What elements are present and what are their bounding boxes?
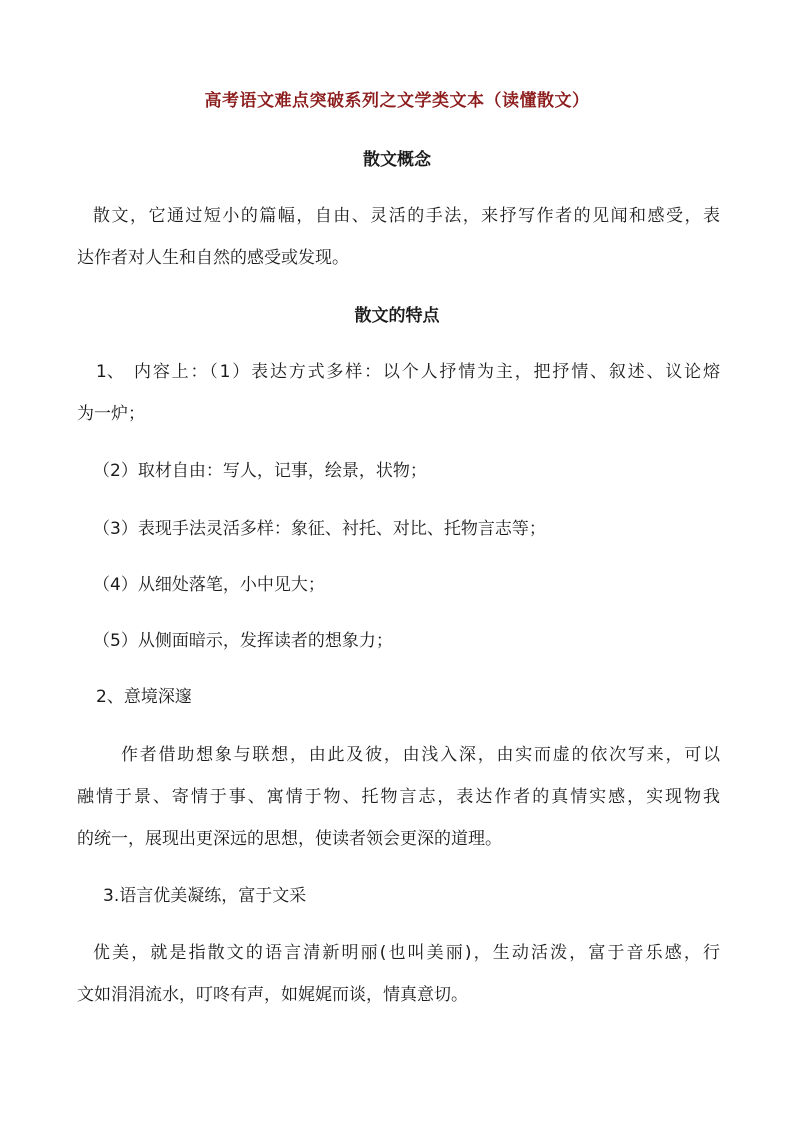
feature-sub-item-5: （5）从侧面暗示，发挥读者的想象力；: [93, 631, 393, 651]
feature-sub-item-3: （3）表现手法灵活多样：象征、衬托、对比、托物言志等；: [93, 519, 546, 539]
feature-item-2-heading: 2、意境深邃: [96, 687, 192, 707]
concept-paragraph-line-1: 散文，它通过短小的篇幅，自由、灵活的手法，来抒写作者的见闻和感受，表: [93, 206, 720, 226]
feature-item-1-number: 1、: [96, 362, 124, 382]
feature-item-1-line-1: 内容上：（1）表达方式多样：以个人抒情为主，把抒情、叙述、议论熔: [134, 362, 720, 382]
feature-item-2-line-1: 作者借助想象与联想，由此及彼，由浅入深，由实而虚的依次写来，可以: [121, 745, 720, 765]
feature-item-3-heading: 3.语言优美凝练，富于文采: [103, 886, 307, 906]
feature-sub-item-2: （2）取材自由：写人，记事，绘景，状物；: [93, 461, 427, 481]
feature-item-2-line-3: 的统一，展现出更深远的思想，使读者领会更深的道理。: [77, 829, 502, 849]
feature-item-3-line-1: 优美，就是指散文的语言清新明丽(也叫美丽)，生动活泼，富于音乐感，行: [93, 943, 720, 963]
feature-item-2-line-2: 融情于景、寄情于事、寓情于物、托物言志，表达作者的真情实感，实现物我: [77, 787, 720, 807]
concept-paragraph-line-2: 达作者对人生和自然的感受或发现。: [77, 248, 349, 268]
feature-item-1-line-2: 为一炉；: [77, 404, 145, 424]
feature-sub-item-4: （4）从细处落笔，小中见大；: [93, 575, 325, 595]
section-heading-features: 散文的特点: [354, 306, 440, 326]
feature-item-3-line-2: 文如涓涓流水，叮咚有声，如娓娓而谈，情真意切。: [77, 985, 468, 1005]
section-heading-concept: 散文概念: [363, 150, 431, 170]
document-title: 高考语文难点突破系列之文学类文本（读懂散文）: [204, 91, 590, 111]
